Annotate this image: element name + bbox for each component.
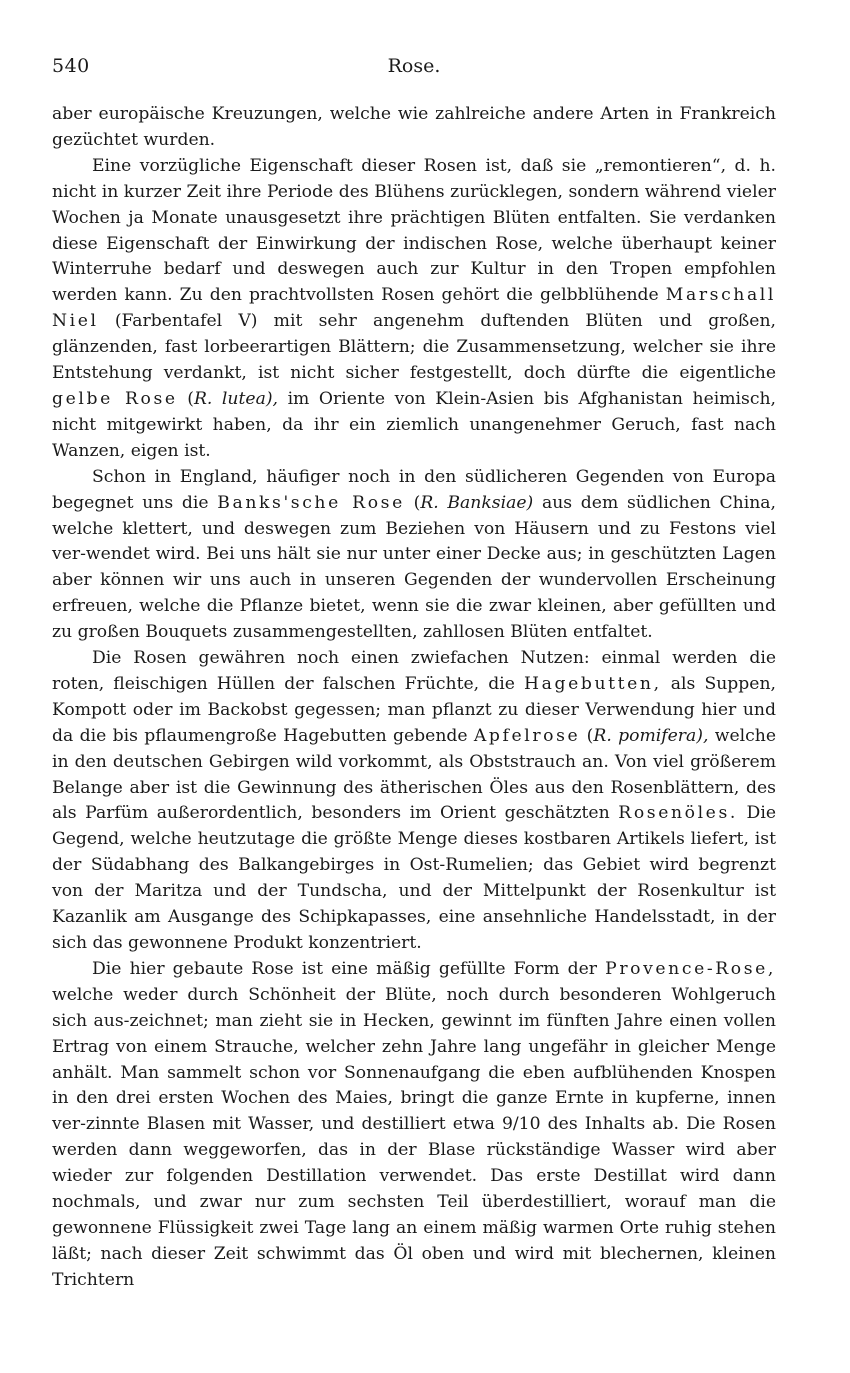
term-provence-rose: Provence-Rose, bbox=[605, 958, 777, 979]
paragraph-4-text-g: welche in den deutschen Gebirgen wild vorkommt, als Obststrauch an. Von viel größerem Belange aber ist die Gewinnung des ätherischen Öles aus den Rosenblättern, des als Parfüm außerordentlich, besonders im Orient geschätzten bbox=[52, 725, 777, 824]
paragraph-1: aber europäische Kreuzungen, welche wie zahlreiche andere Arten in Frankreich gezüchtet wurden. bbox=[52, 104, 776, 150]
paragraph-2-paren: ( bbox=[187, 388, 194, 409]
paragraph-4-paren: ( bbox=[586, 725, 594, 746]
page-header bbox=[52, 55, 776, 85]
paragraph-2-text-c: (Farbentafel V) mit sehr angenehm duftenden Blüten und großen, glänzenden, fast lorbeerartigen Blättern; die Zusammensetzung, welcher sie ihre Entstehung verdankt, ist nicht sicher festgestellt, doch dürfte die eigentliche bbox=[52, 311, 776, 384]
latin-name-r-pomifera: R. pomifera), bbox=[593, 725, 709, 746]
paragraph-4-text-a: Die Rosen gewähren noch einen zwiefachen Nutzen: einmal werden die roten, fleischigen Hüllen der falschen Früchte, die bbox=[52, 648, 776, 694]
paragraph-3 bbox=[52, 465, 776, 646]
term-apfelrose: Apfelrose bbox=[473, 725, 581, 746]
paragraph-3-text-a: Schon in England, häufiger noch in den südlicheren Gegenden von Europa begegnet uns die bbox=[52, 466, 776, 513]
paragraph-2 bbox=[52, 154, 776, 465]
paragraph-3-text-e: aus dem südlichen China, welche klettert, und deswegen zum Beziehen von Häusern und zu Festons viel ver-wendet wird. Bei uns hält sie nur unter einer Decke aus; in geschützten Lagen aber können wir uns auch in unseren Gegenden der wundervollen Erscheinung erfreuen, welche die Pflanze bietet, wenn sie die zwar kleinen, aber gefüllten und zu großen Bouquets zusammengestellten, zahllosen Blüten entfaltet. bbox=[52, 492, 777, 643]
page-number: 540 bbox=[52, 55, 90, 77]
paragraph-4-text-c: als Suppen, Kompott oder im Backobst gegessen; man pflanzt zu dieser Verwendung hier und da die bis pflaumengroße Hagebutten gebende bbox=[52, 673, 776, 746]
paragraph-5-text-a: Die hier gebaute Rose ist eine mäßig gefüllte Form der bbox=[92, 958, 598, 979]
term-rosenoeles: Rosenöles. bbox=[618, 803, 738, 824]
paragraph-3-paren: ( bbox=[413, 492, 421, 513]
latin-name-r-lutea: R. lutea), bbox=[193, 388, 278, 409]
running-head: Rose. bbox=[387, 55, 441, 77]
paragraph-2-text-g: im Oriente von Klein-Asien bis Afghanistan heimisch, nicht mitgewirkt haben, da ihr ein ziemlich unangenehmer Geruch, fast nach Wanzen, eigen ist. bbox=[52, 388, 777, 461]
paragraph-5-text-c: welche weder durch Schönheit der Blüte, noch durch besonderen Wohlgeruch sich aus-zeichnet; man zieht sie in Hecken, gewinnt im fünften Jahre einen vollen Ertrag von einem Strauche, welcher zehn Jahre lang ungefähr in gleicher Menge anhält. Man sammelt schon vor Sonnenaufgang die eben aufblühenden Knospen in den drei ersten Wochen des Maies, bringt die ganze Ernte in kupferne, innen ver-zinnte Blasen mit Wasser, und destilliert etwa 9/10 des Inhalts ab. Die Rosen werden dann weggeworfen, das in der Blase rückständige Wasser wird aber wieder zur folgenden Destillation verwendet. Das erste Destillat wird dann nochmals, und zwar nur zum sechsten Teil überdestilliert, worauf man die gewonnene Flüssigkeit zwei Tage lang an einem mäßig warmen Orte ruhig stehen läßt; nach dieser Zeit schwimmt das Öl oben und wird mit blechernen, kleinen Trichtern bbox=[52, 984, 776, 1290]
term-gelbe-rose: gelbe Rose bbox=[52, 388, 178, 409]
book-page bbox=[52, 55, 776, 1294]
term-hagebutten: Hagebutten, bbox=[524, 673, 662, 694]
term-marschall-niel: Marschall Niel bbox=[52, 285, 776, 332]
latin-name-r-banksiae: R. Banksiae) bbox=[420, 492, 534, 513]
term-banks-rose: Banks'sche Rose bbox=[217, 492, 405, 513]
paragraph-2-text-a: Eine vorzügliche Eigenschaft dieser Rosen ist, daß sie „remontieren“, d. h. nicht in kurzer Zeit ihre Periode des Blühens zurücklegen, sondern während vieler Wochen ja Monate unausgesetzt ihre prächtigen Blüten entfalten. Sie verdanken diese Eigenschaft der Einwirkung der indischen Rose, welche überhaupt keiner Winterruhe bedarf und deswegen auch zur Kultur in den Tropen empfohlen werden kann. Zu den prachtvollsten Rosen gehört die gelbblühende bbox=[52, 155, 776, 306]
paragraph-4-text-i: Die Gegend, welche heutzutage die größte Menge dieses kostbaren Artikels liefert, ist der Südabhang des Balkangebirges in Ost-Rumelien; das Gebiet wird begrenzt von der Maritza und der Tundscha, und der Mittelpunkt der Rosenkultur ist Kazanlik am Ausgange des Schipkapasses, eine ansehnliche Handelsstadt, in der sich das gewonnene Produkt konzentriert. bbox=[52, 803, 776, 953]
paragraph-5 bbox=[52, 957, 776, 1294]
body-text bbox=[52, 102, 776, 1294]
paragraph-4 bbox=[52, 646, 776, 957]
